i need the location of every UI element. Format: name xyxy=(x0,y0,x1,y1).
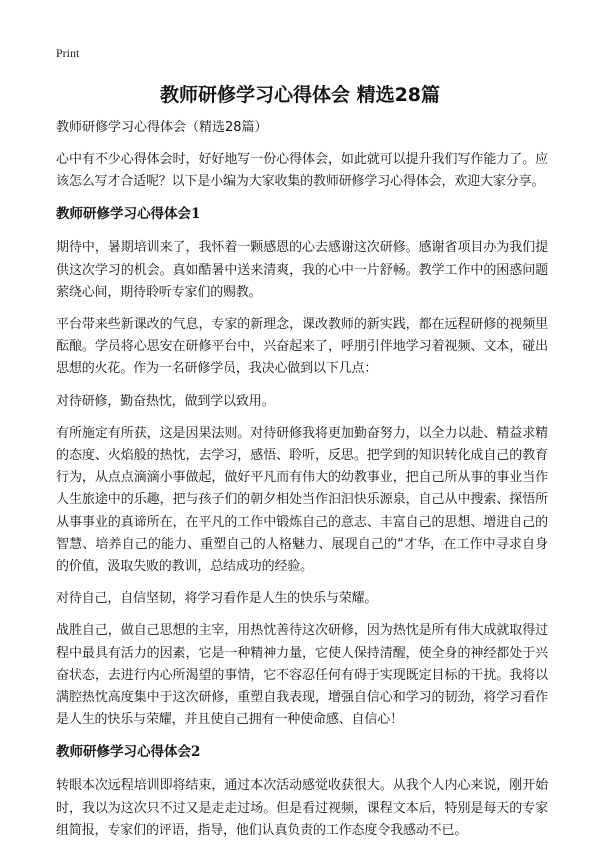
paragraph: 平台带来些新课改的气息，专家的新理念，课改教师的新实践，都在远程研修的视频里酝酿。学员将心思安在研修平台中，兴奋起来了，呼朋引伴地学习着视频、文本，碰出思想的火花。作为一名研修学员，我决心做到以下几点： xyxy=(56,317,548,377)
paragraph: 战胜自己，做自己思想的主宰，用热忱善待这次研修，因为热忱是所有伟大成就取得过程中最具有活力的因素，它是一种精神力量，它使人保持清醒，使全身的神经都处于兴奋状态，去进行内心所渴望的事情，它不容忍任何有碍于实现既定目标的干扰。我将以满腔热忱高度集中于这次研修，重塑自我表现，增强自信心和学习的韧劲，将学习看作是人生的快乐与荣耀，并且使自己拥有一种使命感、自信心！ xyxy=(56,623,548,728)
section-heading: 教师研修学习心得体会1 xyxy=(56,206,201,223)
section-heading: 教师研修学习心得体会2 xyxy=(56,744,201,761)
article-subtitle: 教师研修学习心得体会（精选28篇） xyxy=(56,120,268,135)
page-title: 教师研修学习心得体会 精选28篇 xyxy=(159,84,441,106)
paragraph: 对待研修，勤奋热忱，做到学以致用。 xyxy=(56,393,275,409)
paragraph: 期待中，暑期培训来了，我怀着一颗感恩的心去感谢这次研修。感谢省项目办为我们提供这次学习的机会。真如酷暑中送来清爽，我的心中一片舒畅。教学工作中的困惑问题萦绕心间，期待聆听专家们的赐教。 xyxy=(56,240,548,300)
paragraph: 转眼本次远程培训即将结束，通过本次活动感觉收获很大。从我个人内心来说，刚开始时，我以为这次只不过又是走走过场。但是看过视频，课程文本后，特别是每天的专家组简报，专家们的评语，指导，他们认真负责的工作态度令我感动不已。 xyxy=(56,778,548,838)
intro-paragraph: 心中有不少心得体会时，好好地写一份心得体会，如此就可以提升我们写作能力了。应该怎么写才合适呢？以下是小编为大家收集的教师研修学习心得体会，欢迎大家分享。 xyxy=(56,152,548,190)
article-body xyxy=(56,117,548,852)
paragraph: 有所施定有所获，这是因果法则。对待研修我将更加勤奋努力，以全力以赴、精益求精的态度、火焰般的热忱，去学习，感悟、聆听，反思。把学到的知识转化成自己的教育行为，从点点滴滴小事做起，做好平凡而有伟大的幼教事业，把自己所从事的事业当作人生旅途中的乐趣，把与孩子们的朝夕相处当作汩汩快乐源泉，自己从中搜索、探悟所从事事业的真谛所在，在平凡的工作中锻炼自己的意志、丰富自己的思想、增进自己的智慧、培养自己的能力、重塑自己的人格魅力、展现自己的“才华，在工作中寻求自身的价值，汲取失败的教训，总结成功的经验。 xyxy=(56,425,548,575)
print-link[interactable]: Print xyxy=(56,46,80,60)
paragraph: 对待自己，自信坚韧，将学习看作是人生的快乐与荣耀。 xyxy=(56,591,378,607)
